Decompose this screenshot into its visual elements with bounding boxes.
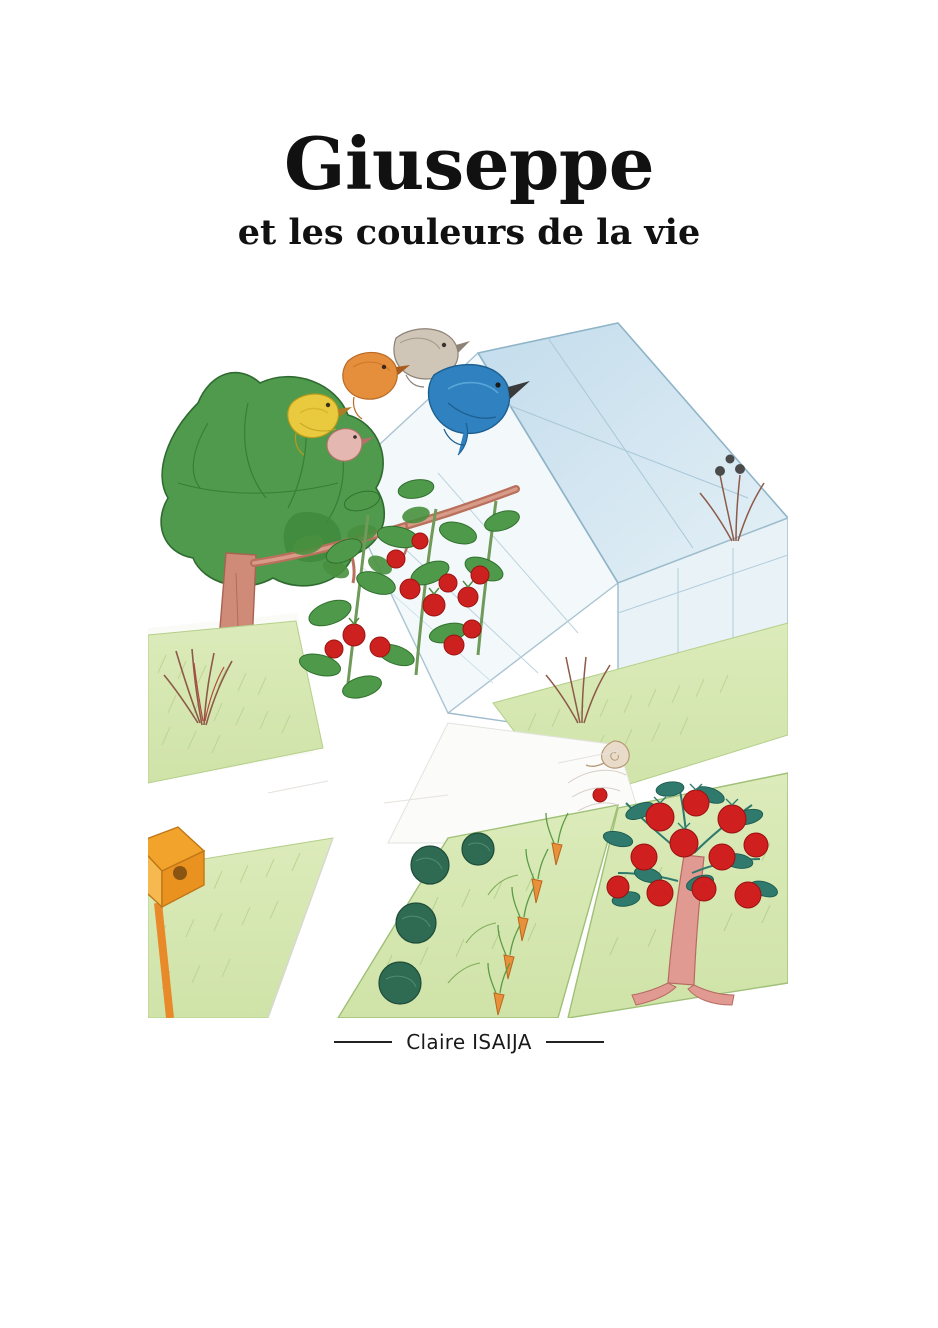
author-rule-right [546,1041,604,1043]
fallen-tomato-icon [593,788,607,802]
garden-drawing [148,283,788,1018]
author-name: Claire ISAIJA [406,1030,532,1054]
title-block [0,121,938,253]
cover-illustration [148,283,788,1018]
author-line [0,1030,938,1054]
author-rule-left [334,1041,392,1043]
page-title: Giuseppe [283,121,655,206]
page-subtitle: et les couleurs de la vie [237,212,701,253]
